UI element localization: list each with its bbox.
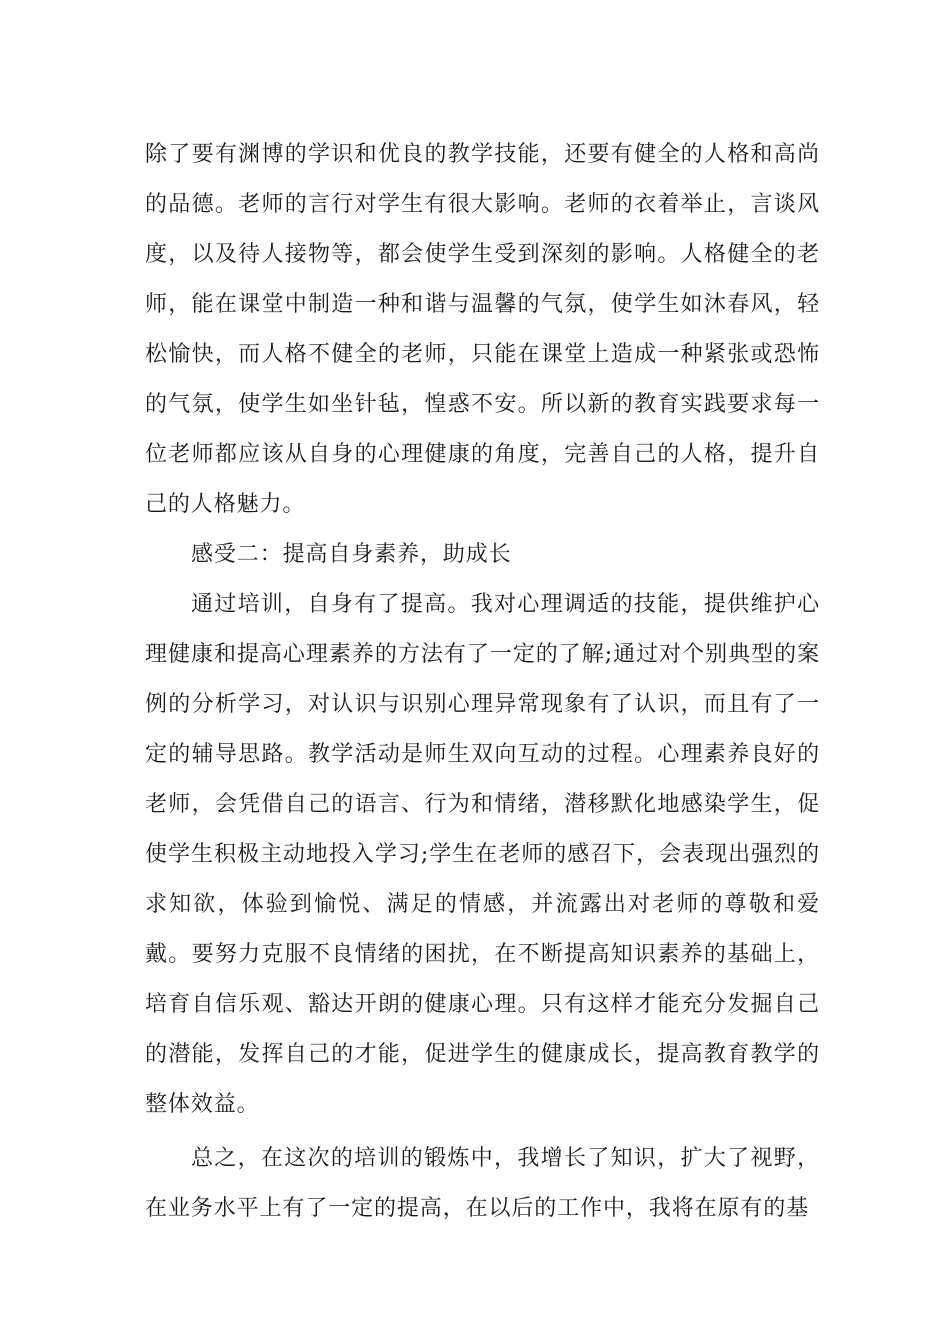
paragraph-personality: 除了要有渊博的学识和优良的教学技能，还要有健全的人格和高尚的品德。老师的言行对学生有很大影响。老师的衣着举止，言谈风度，以及待人接物等，都会使学生受到深刻的影响。人格健全的老师，能在课堂中制造一种和谐与温馨的气氛，使学生如沐春风，轻松愉快，而人格不健全的老师，只能在课堂上造成一种紧张或恐怖的气氛，使学生如坐针毡，惶惑不安。所以新的教育实践要求每一位老师都应该从自身的心理健康的角度，完善自己的人格，提升自己的人格魅力。: [145, 142, 820, 517]
document-body: [145, 130, 820, 1234]
paragraph-conclusion: 总之，在这次的培训的锻炼中，我增长了知识，扩大了视野，在业务水平上有了一定的提高，在以后的工作中，我将在原有的基: [145, 1146, 820, 1221]
paragraph-training-improvement: 通过培训，自身有了提高。我对心理调适的技能，提供维护心理健康和提高心理素养的方法有了一定的了解;通过对个别典型的案例的分析学习，对认识与识别心理异常现象有了认识，而且有了一定的辅导思路。教学活动是师生双向互动的过程。心理素养良好的老师，会凭借自己的语言、行为和情绪，潜移默化地感染学生，促使学生积极主动地投入学习;学生在老师的感召下，会表现出强烈的求知欲，体验到愉悦、满足的情感，并流露出对老师的尊敬和爱戴。要努力克服不良情绪的困扰，在不断提高知识素养的基础上，培育自信乐观、豁达开朗的健康心理。只有这样才能充分发掘自己的潜能，发挥自己的才能，促进学生的健康成长，提高教育教学的整体效益。: [145, 592, 820, 1117]
section-heading-feeling-two: 感受二：提高自身素养，助成长: [191, 542, 512, 567]
